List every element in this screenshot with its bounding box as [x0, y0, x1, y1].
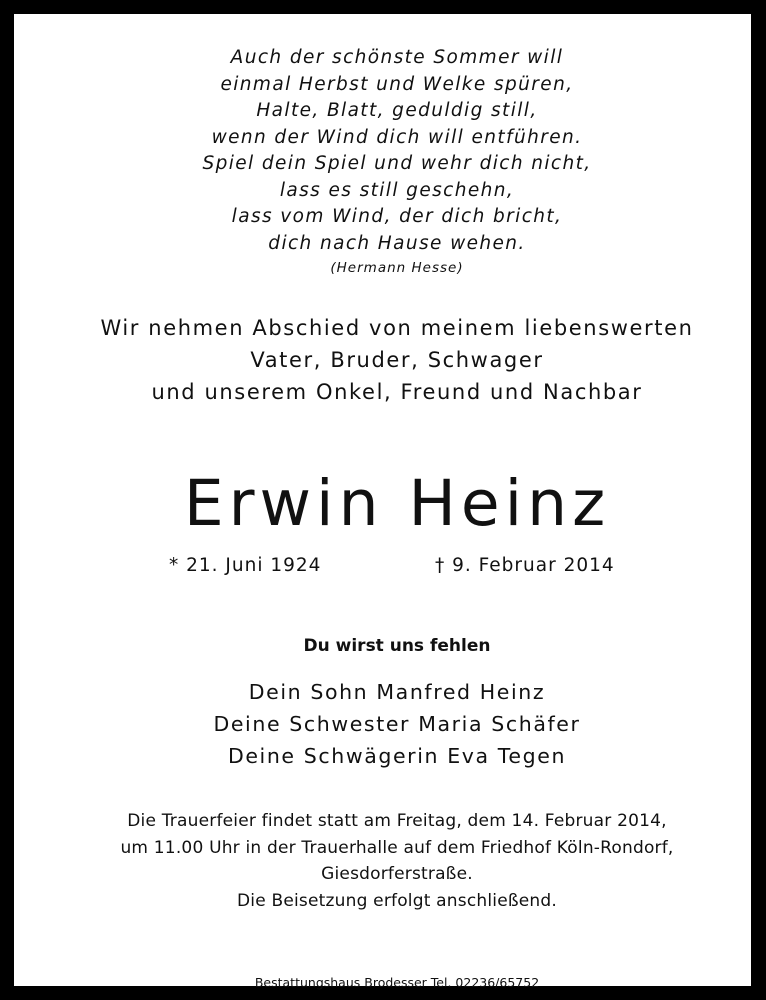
notice-line: Giesdorferstraße.: [321, 864, 473, 884]
poem-line: Halte, Blatt, geduldig still,: [256, 100, 538, 121]
poem-line: lass es still geschehn,: [279, 179, 515, 201]
poem-line: dich nach Hause wehen.: [268, 232, 526, 254]
notice-line: Die Beisetzung erfolgt anschließend.: [237, 890, 557, 911]
poem-line: Auch der schönste Sommer will: [230, 47, 564, 68]
intro-line: Vater, Bruder, Schwager: [250, 348, 544, 372]
poem-line: Spiel dein Spiel und wehr dich nicht,: [202, 153, 592, 174]
notice-line: um 11.00 Uhr in der Trauerhalle auf dem Friedhof Köln-Rondorf,: [120, 837, 674, 858]
mourners-list: [14, 676, 766, 772]
mourner: Deine Schwester Maria Schäfer: [213, 712, 581, 736]
deceased-name: Erwin Heinz: [183, 467, 611, 540]
poem-attribution: (Hermann Hesse): [330, 260, 464, 276]
funeral-notice: [14, 808, 766, 914]
poem-line: lass vom Wind, der dich bricht,: [231, 206, 563, 227]
poem: [14, 45, 766, 279]
poem-line: wenn der Wind dich will entführen.: [211, 126, 583, 148]
funeral-home-contact: Bestattungshaus Brodesser Tel. 02236/65752: [254, 975, 540, 990]
intro-line: und unserem Onkel, Freund und Nachbar: [151, 380, 643, 404]
mourner: Deine Schwägerin Eva Tegen: [227, 744, 567, 768]
mourner: Dein Sohn Manfred Heinz: [248, 680, 546, 704]
poem-line: einmal Herbst und Welke spüren,: [220, 73, 574, 95]
death-date: † 9. Februar 2014: [435, 555, 615, 576]
farewell-intro: [14, 312, 766, 408]
intro-line: Wir nehmen Abschied von meinem liebenswerten: [100, 316, 694, 340]
birth-date: * 21. Juni 1924: [169, 555, 322, 576]
notice-line: Die Trauerfeier findet statt am Freitag, dem 14. Februar 2014,: [127, 811, 667, 831]
farewell-message: Du wirst uns fehlen: [303, 636, 491, 656]
